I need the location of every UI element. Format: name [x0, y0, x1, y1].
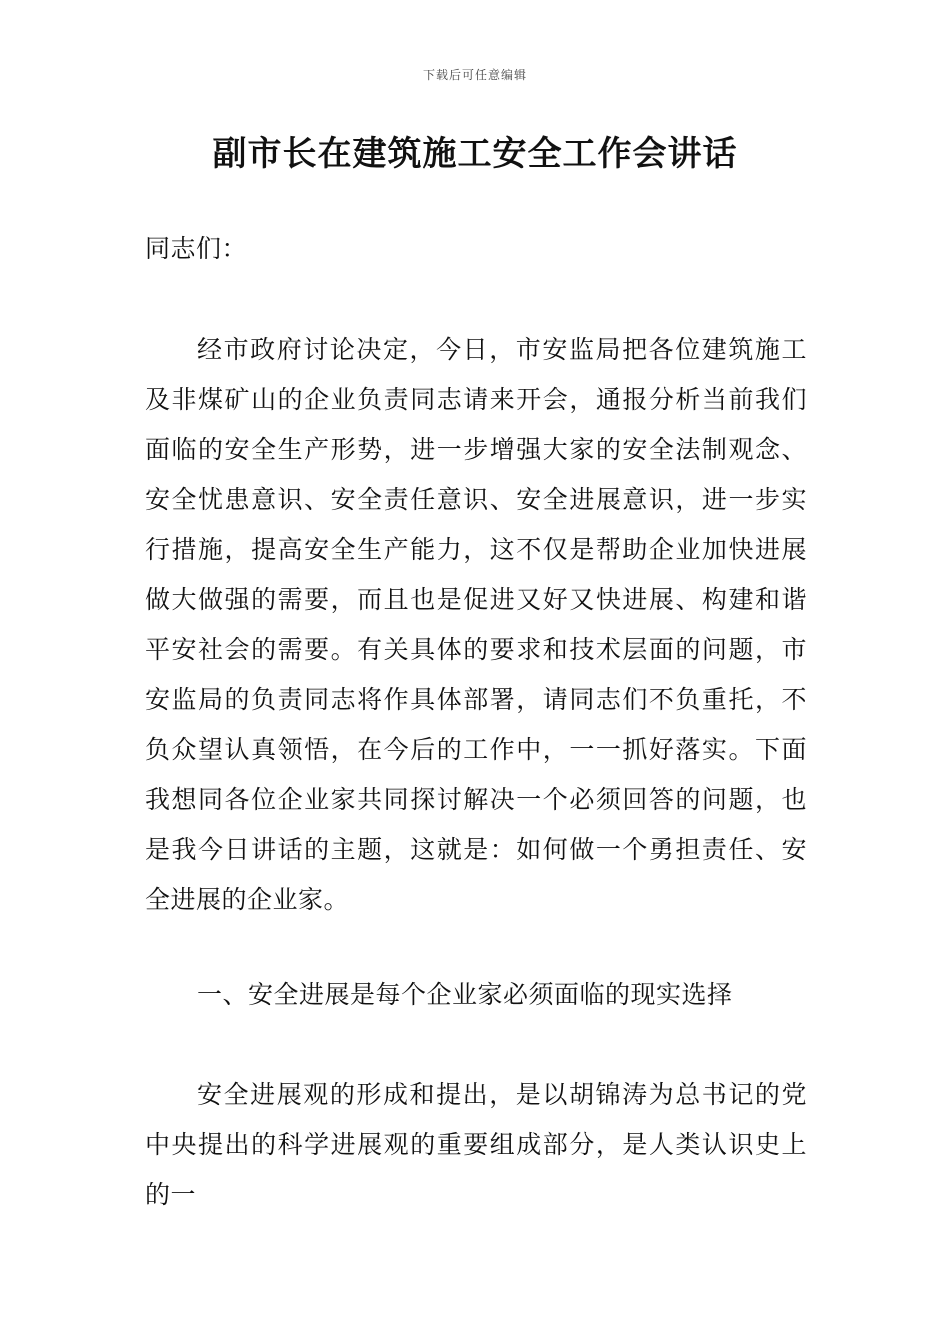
- header-note: 下载后可任意编辑: [422, 68, 527, 82]
- greeting: 同志们：: [145, 234, 248, 263]
- document-title: 副市长在建筑施工安全工作会讲话: [212, 134, 738, 174]
- paragraph-intro: 经市政府讨论决定，今日，市安监局把各位建筑施工及非煤矿山的企业负责同志请来开会，通报分析当前我们面临的安全生产形势，进一步增强大家的安全法制观念、安全忧患意识、安全责任意识、安全进展意识，进一步实行措施，提高安全生产能力，这不仅是帮助企业加快进展做大做强的需要，而且也是促进又好又快进展、构建和谐平安社会的需要。有关具体的要求和技术层面的问题，市安监局的负责同志将作具体部署，请同志们不负重托，不负众望认真领悟，在今后的工作中，一一抓好落实。下面我想同各位企业家共同探讨解决一个必须回答的问题，也是我今日讲话的主题，这就是：如何做一个勇担责任、安全进展的企业家。: [145, 335, 807, 914]
- paragraph-section-1: 安全进展观的形成和提出，是以胡锦涛为总书记的党中央提出的科学进展观的重要组成部分，是人类认识史上的一: [145, 1080, 807, 1209]
- section-heading-1: 一、安全进展是每个企业家必须面临的现实选择: [197, 980, 733, 1009]
